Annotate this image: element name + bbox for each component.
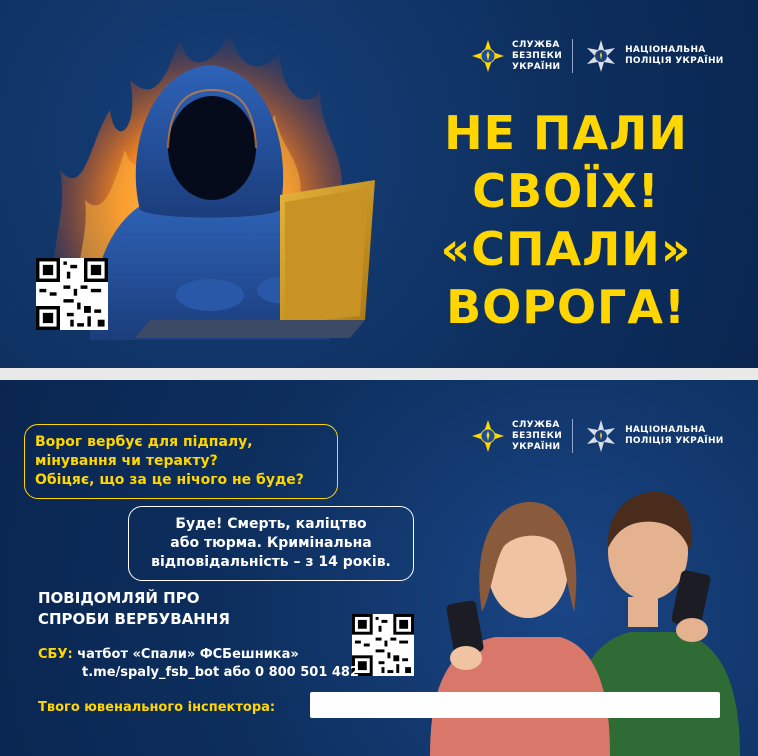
headline (396, 104, 736, 336)
qr-code (352, 614, 414, 676)
sbu-emblem-icon (470, 418, 506, 454)
answer-line2: або тюрма. Кримінальна (170, 535, 372, 551)
police-logo (583, 418, 724, 454)
answer-bubble (128, 506, 414, 581)
answer-line1: Буде! Смерть, каліцтво (175, 516, 367, 532)
question-line2: мінування чи теракту? (35, 453, 218, 469)
logo-separator (572, 419, 573, 453)
sbu-logo-line2: БЕЗПЕКИ (512, 430, 563, 441)
sbu-contact[interactable]: t.me/spaly_fsb_bot або 0 800 501 482 (82, 665, 360, 680)
logos-bottom (470, 418, 724, 454)
inspector-field[interactable] (310, 692, 720, 718)
sbu-chatbot: чатбот «Спали» ФСБешника» (77, 647, 299, 662)
sbu-logo-line3: УКРАЇНИ (512, 61, 561, 72)
police-logo-line2: ПОЛІЦІЯ УКРАЇНИ (625, 56, 724, 66)
police-logo-line1: НАЦІОНАЛЬНА (625, 425, 706, 435)
question-line3: Обіцяє, що за це нічого не буде? (35, 472, 304, 488)
logos-top (470, 38, 724, 74)
inspector-label: Твого ювенального інспектора: (38, 700, 276, 715)
card-divider (0, 368, 758, 380)
sbu-logo-line1: СЛУЖБА (512, 419, 560, 430)
sbu-emblem-icon (470, 38, 506, 74)
police-emblem-icon (583, 38, 619, 74)
sbu-logo-line1: СЛУЖБА (512, 39, 560, 50)
police-logo (583, 38, 724, 74)
sbu-label: СБУ: (38, 647, 73, 662)
sbu-logo-line2: БЕЗПЕКИ (512, 50, 563, 61)
report-title-line1: ПОВІДОМЛЯЙ ПРО (38, 589, 200, 607)
sbu-logo-line3: УКРАЇНИ (512, 441, 561, 452)
sbu-logo (470, 38, 562, 74)
report-title-line2: СПРОБИ ВЕРБУВАННЯ (38, 610, 230, 628)
headline-line1: НЕ ПАЛИ (444, 106, 688, 160)
sbu-chatbot-line (38, 646, 299, 664)
headline-line3: «СПАЛИ» (440, 222, 692, 276)
qr-code-icon (36, 258, 108, 330)
logo-separator (572, 39, 573, 73)
police-logo-line1: НАЦІОНАЛЬНА (625, 45, 706, 55)
answer-line3: відповідальність – з 14 років. (151, 554, 391, 570)
police-logo-line2: ПОЛІЦІЯ УКРАЇНИ (625, 436, 724, 446)
report-title (38, 588, 230, 630)
qr-code-icon (352, 614, 414, 676)
question-bubble (24, 424, 338, 499)
top-card (0, 0, 758, 368)
question-line1: Ворог вербує для підпалу, (35, 434, 253, 450)
sbu-logo (470, 418, 562, 454)
headline-line4: ВОРОГА! (446, 280, 686, 334)
qr-code (36, 258, 108, 330)
headline-line2: СВОЇХ! (472, 164, 660, 218)
police-emblem-icon (583, 418, 619, 454)
